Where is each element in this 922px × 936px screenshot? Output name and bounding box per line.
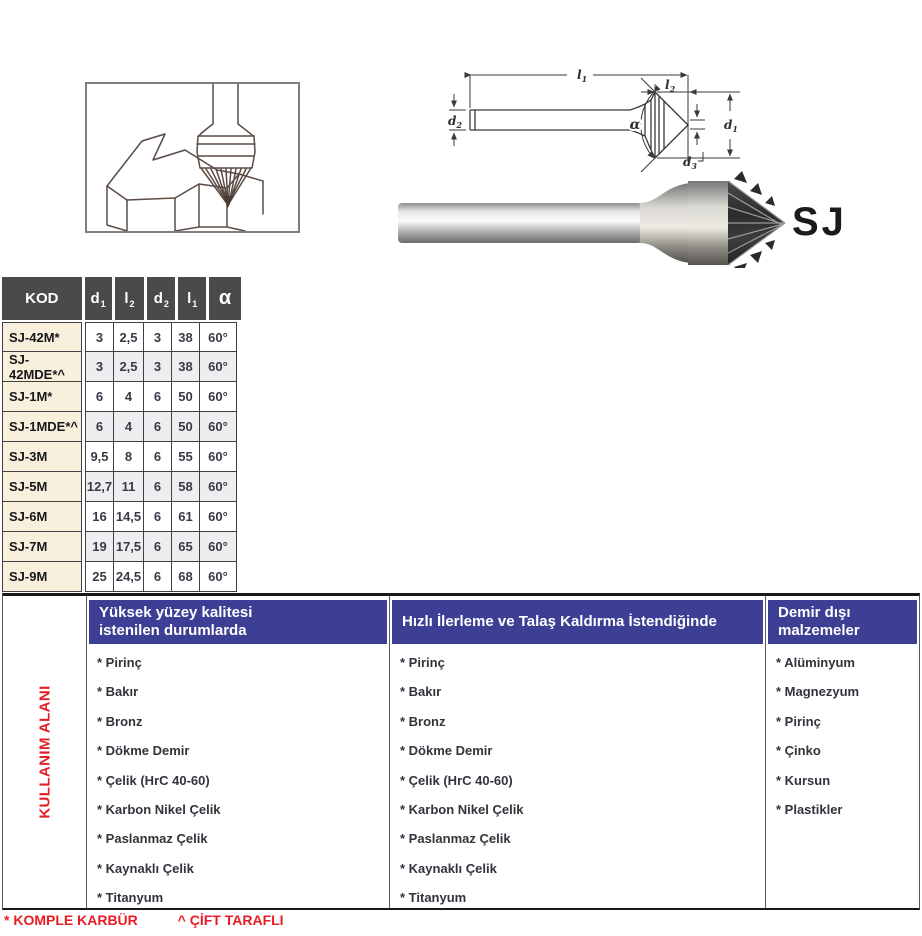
usage-items bbox=[390, 644, 765, 920]
usage-column-header bbox=[89, 600, 387, 644]
spec-value-cell: 60° bbox=[199, 472, 236, 501]
spec-value-cell: 3 bbox=[143, 323, 171, 351]
usage-item: * Bronz bbox=[400, 713, 446, 729]
spec-value-cell: 3 bbox=[86, 352, 113, 381]
spec-value-cell: 6 bbox=[143, 382, 171, 411]
spec-col-header: α bbox=[209, 277, 241, 320]
photo-collar bbox=[688, 181, 730, 265]
spec-row bbox=[2, 412, 241, 442]
spec-value-cell: 6 bbox=[143, 562, 171, 591]
diagram-cone bbox=[655, 92, 688, 158]
usage-item: * Pirinç bbox=[97, 655, 142, 670]
spec-values bbox=[85, 532, 237, 562]
usage-section bbox=[2, 593, 920, 910]
spec-values bbox=[85, 382, 237, 412]
diagram-d2-label: $d_2$ bbox=[448, 114, 462, 130]
spec-value-cell: 60° bbox=[199, 352, 236, 381]
application-illustration bbox=[85, 82, 300, 233]
usage-item: * Plastikler bbox=[776, 801, 843, 817]
usage-items bbox=[766, 644, 919, 831]
spec-row bbox=[2, 382, 241, 412]
spec-values bbox=[85, 352, 237, 382]
diagram-alpha-label: α bbox=[629, 117, 641, 133]
diagram-d1-label: $d_1$ bbox=[724, 118, 738, 134]
spec-values bbox=[85, 472, 237, 502]
spec-row bbox=[2, 442, 241, 472]
spec-values bbox=[85, 412, 237, 442]
spec-row bbox=[2, 352, 241, 382]
spec-values bbox=[85, 442, 237, 472]
spec-value-cell: 2,5 bbox=[113, 352, 143, 381]
diagram-l1-label: $l_1$ bbox=[577, 68, 588, 84]
diagram-d3-label: $d_3$ bbox=[683, 155, 697, 171]
spec-value-cell: 14,5 bbox=[113, 502, 143, 531]
spec-value-cell: 8 bbox=[113, 442, 143, 471]
spec-col-header: l 2 bbox=[115, 277, 145, 320]
product-code-label: SJ bbox=[792, 200, 847, 244]
usage-column-surface-quality bbox=[87, 596, 390, 908]
usage-column-non-ferrous bbox=[766, 596, 919, 908]
spec-value-cell: 50 bbox=[171, 412, 199, 441]
usage-item: * Titanyum bbox=[400, 890, 467, 906]
usage-header-line: Hızlı İlerleme ve Talaş Kaldırma İstendiğinde bbox=[402, 613, 717, 630]
spec-code-cell: SJ-1M* bbox=[2, 382, 82, 412]
spec-value-cell: 16 bbox=[92, 509, 107, 524]
spec-row bbox=[2, 502, 241, 532]
spec-value-cell: 9,5 bbox=[90, 449, 109, 464]
footnote-double-sided: ^ ÇİFT TARAFLI bbox=[177, 912, 284, 928]
usage-item: * Kursun bbox=[776, 772, 831, 788]
dimension-diagram bbox=[445, 62, 745, 174]
spec-value-cell: 61 bbox=[171, 502, 199, 531]
spec-code-cell: SJ-5M bbox=[2, 472, 82, 502]
spec-value-cell: 60° bbox=[199, 562, 236, 591]
spec-code-cell: SJ-3M bbox=[2, 442, 82, 472]
product-photo-burr bbox=[390, 163, 810, 268]
diagram-shank bbox=[470, 92, 655, 158]
usage-header-line: malzemeler bbox=[778, 622, 860, 639]
spec-value-cell: 60° bbox=[199, 442, 236, 471]
diagram-l2-label: $l_2$ bbox=[665, 78, 676, 94]
spec-row bbox=[2, 472, 241, 502]
spec-value-cell: 6 bbox=[143, 532, 171, 561]
spec-code-cell: SJ-1MDE*^ bbox=[2, 412, 82, 442]
spec-table bbox=[2, 277, 241, 592]
usage-column-fast-removal bbox=[390, 596, 766, 908]
spec-value-cell: 4 bbox=[113, 412, 143, 441]
spec-value-cell: 6 bbox=[143, 502, 171, 531]
spec-value-cell: 50 bbox=[171, 382, 199, 411]
burr-tip bbox=[223, 196, 233, 208]
usage-header-line: istenilen durumlarda bbox=[99, 622, 247, 639]
spec-value-cell: 6 bbox=[86, 412, 113, 441]
spec-code-cell: SJ-42MDE*^ bbox=[2, 352, 82, 382]
spec-row bbox=[2, 532, 241, 562]
spec-row bbox=[2, 562, 241, 592]
usage-side-column bbox=[3, 596, 87, 908]
usage-header-line: Yüksek yüzey kalitesi bbox=[99, 604, 253, 621]
usage-item: * Pirinç bbox=[400, 655, 445, 670]
usage-item: * Paslanmaz Çelik bbox=[400, 831, 511, 847]
usage-header-line: Demir dışı bbox=[778, 604, 851, 621]
diagram-d3-tip-lines bbox=[690, 120, 705, 129]
spec-value-cell: 3 bbox=[143, 352, 171, 381]
spec-value-cell: 6 bbox=[143, 442, 171, 471]
usage-item: * Alüminyum bbox=[776, 655, 855, 670]
spec-row bbox=[2, 322, 241, 352]
spec-value-cell: 58 bbox=[171, 472, 199, 501]
spec-value-cell: 17,5 bbox=[113, 532, 143, 561]
spec-value-cell: 68 bbox=[171, 562, 199, 591]
spec-value-cell: 24,5 bbox=[113, 562, 143, 591]
spec-value-cell: 6 bbox=[95, 389, 104, 404]
burr-shank-lines bbox=[199, 84, 253, 136]
usage-item: * Bronz bbox=[97, 713, 143, 729]
spec-value-cell: 11 bbox=[113, 472, 143, 501]
usage-item: * Çelik (HrC 40-60) bbox=[400, 772, 513, 788]
usage-item: * Bakır bbox=[97, 684, 139, 700]
usage-item: * Paslanmaz Çelik bbox=[97, 831, 208, 847]
spec-value-cell: 65 bbox=[171, 532, 199, 561]
usage-side-label: KULLANIM ALANI bbox=[36, 685, 53, 819]
spec-value-cell: 19 bbox=[86, 532, 113, 561]
usage-column-header bbox=[392, 600, 763, 644]
spec-value-cell: 60° bbox=[199, 382, 236, 411]
spec-value-cell: 12,7 bbox=[86, 472, 113, 501]
spec-values bbox=[85, 502, 237, 532]
spec-value-cell: 60° bbox=[199, 502, 236, 531]
spec-value-cell: 4 bbox=[113, 382, 143, 411]
spec-value-cell: 2,5 bbox=[113, 323, 143, 351]
spec-code-cell: SJ-9M bbox=[2, 562, 82, 592]
diagram-d3-bracket bbox=[698, 152, 703, 161]
spec-value-cell: 6 bbox=[143, 472, 171, 501]
spec-table-body bbox=[2, 322, 241, 592]
usage-item: * Dökme Demir bbox=[97, 743, 190, 759]
usage-item: * Titanyum bbox=[97, 890, 164, 906]
spec-value-cell: 6 bbox=[143, 412, 171, 441]
spec-values bbox=[85, 562, 237, 592]
usage-item: * Pirinç bbox=[776, 713, 821, 729]
usage-item: * Karbon Nikel Çelik bbox=[400, 801, 524, 817]
spec-col-header: KOD bbox=[2, 277, 82, 320]
usage-item: * Karbon Nikel Çelik bbox=[97, 801, 221, 817]
spec-table-header bbox=[2, 277, 241, 320]
spec-code-cell: SJ-6M bbox=[2, 502, 82, 532]
usage-item: * Bakır bbox=[400, 684, 442, 700]
spec-value-cell: 38 bbox=[171, 323, 199, 351]
spec-value-cell: 55 bbox=[171, 442, 199, 471]
spec-col-header: d 2 bbox=[147, 277, 175, 320]
spec-value-cell: 25 bbox=[92, 569, 107, 584]
spec-code-cell: SJ-7M bbox=[2, 532, 82, 562]
spec-value-cell: 60° bbox=[199, 323, 236, 351]
usage-item: * Çelik (HrC 40-60) bbox=[97, 772, 210, 788]
application-illustration-drawing bbox=[87, 84, 298, 231]
usage-items bbox=[87, 644, 389, 920]
usage-item: * Kaynaklı Çelik bbox=[97, 860, 194, 876]
footnote-full-carbide: * KOMPLE KARBÜR bbox=[4, 912, 138, 928]
spec-value-cell: 38 bbox=[171, 352, 199, 381]
photo-shank bbox=[398, 203, 642, 243]
spec-code-cell: SJ-42M* bbox=[2, 322, 82, 352]
spec-value-cell: 60° bbox=[199, 532, 236, 561]
photo-neck bbox=[640, 183, 690, 263]
usage-item: * Magnezyum bbox=[776, 684, 860, 700]
spec-value-cell: 60° bbox=[199, 412, 236, 441]
usage-item: * Çinko bbox=[776, 743, 821, 759]
usage-column-header bbox=[768, 600, 917, 644]
spec-col-header: d 1 bbox=[85, 277, 112, 320]
usage-item: * Dökme Demir bbox=[400, 743, 493, 759]
footnotes bbox=[4, 912, 284, 928]
spec-values bbox=[85, 322, 237, 352]
spec-col-header: l 1 bbox=[178, 277, 206, 320]
spec-value-cell: 3 bbox=[95, 329, 104, 345]
usage-item: * Kaynaklı Çelik bbox=[400, 860, 497, 876]
